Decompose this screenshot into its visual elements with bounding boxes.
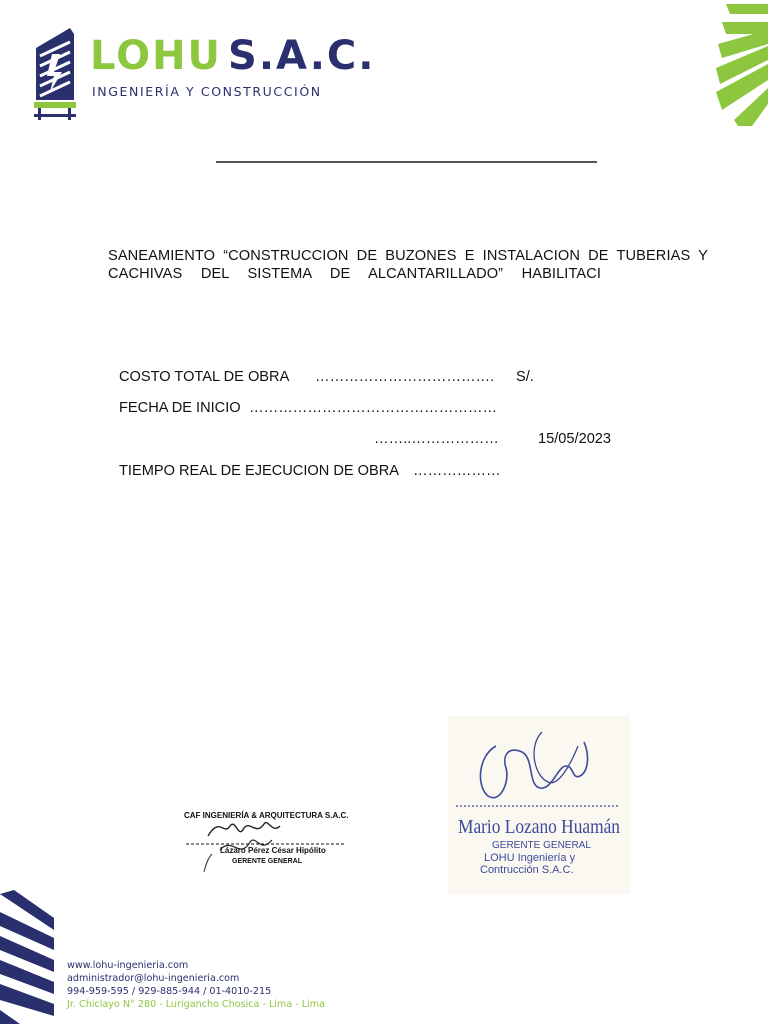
svg-text:Lázaro Pérez César Hipólito: Lázaro Pérez César Hipólito <box>220 846 326 855</box>
svg-text:GERENTE GENERAL: GERENTE GENERAL <box>492 840 591 851</box>
costo-total-currency: S/. <box>516 369 534 385</box>
brand-secondary: S.A.C. <box>228 33 376 79</box>
fecha-inicio-label: FECHA DE INICIO <box>119 400 241 416</box>
left-signature-stamp <box>180 806 356 874</box>
costo-total-dots: ………………………………. <box>315 369 495 385</box>
footer-website[interactable]: www.lohu-ingenieria.com <box>67 960 189 971</box>
costo-total-label: COSTO TOTAL DE OBRA <box>119 369 290 385</box>
decorative-navy-stripes-icon <box>0 890 56 1024</box>
svg-text:Contrucción S.A.C.: Contrucción S.A.C. <box>480 864 574 876</box>
fecha-inicio-dots-2: ……..……………… <box>374 431 499 447</box>
document-title <box>108 247 708 283</box>
brand-tagline: INGENIERÍA Y CONSTRUCCIÓN <box>92 84 322 99</box>
brand-name <box>90 33 376 79</box>
tiempo-ejecucion-label: TIEMPO REAL DE EJECUCION DE OBRA <box>119 463 400 479</box>
svg-text:Mario Lozano Huamán: Mario Lozano Huamán <box>458 816 620 838</box>
svg-text:GERENTE GENERAL: GERENTE GENERAL <box>232 858 303 865</box>
svg-text:CAF INGENIERÍA & ARQUITECTURA: CAF INGENIERÍA & ARQUITECTURA S.A.C. <box>184 811 349 820</box>
fecha-inicio-dots: …………………………………………… <box>249 400 498 416</box>
tiempo-ejecucion-dots: ……………… <box>413 463 501 479</box>
title-line-1: SANEAMIENTO “CONSTRUCCION DE BUZONES E INSTALACION DE TUBERIAS Y <box>108 248 708 264</box>
lohu-building-logo-icon <box>30 26 82 122</box>
footer-email[interactable]: administrador@lohu-ingenieria.com <box>67 973 240 984</box>
brand-primary: LOHU <box>90 33 223 79</box>
svg-text:LOHU Ingeniería y: LOHU Ingeniería y <box>484 852 576 864</box>
fecha-inicio-value: 15/05/2023 <box>538 431 612 447</box>
footer-phones: 994-959-595 / 929-885-944 / 01-4010-215 <box>67 986 272 997</box>
right-signature-stamp <box>448 716 630 894</box>
decorative-green-stripes-icon <box>712 0 768 126</box>
footer-address: Jr. Chiclayo N° 280 - Lurigancho Chosica - Lima - Lima <box>67 999 325 1010</box>
title-line-2: CACHIVAS DEL SISTEMA DE ALCANTARILLADO” HABILITACI <box>108 266 601 282</box>
header-divider <box>216 161 597 163</box>
